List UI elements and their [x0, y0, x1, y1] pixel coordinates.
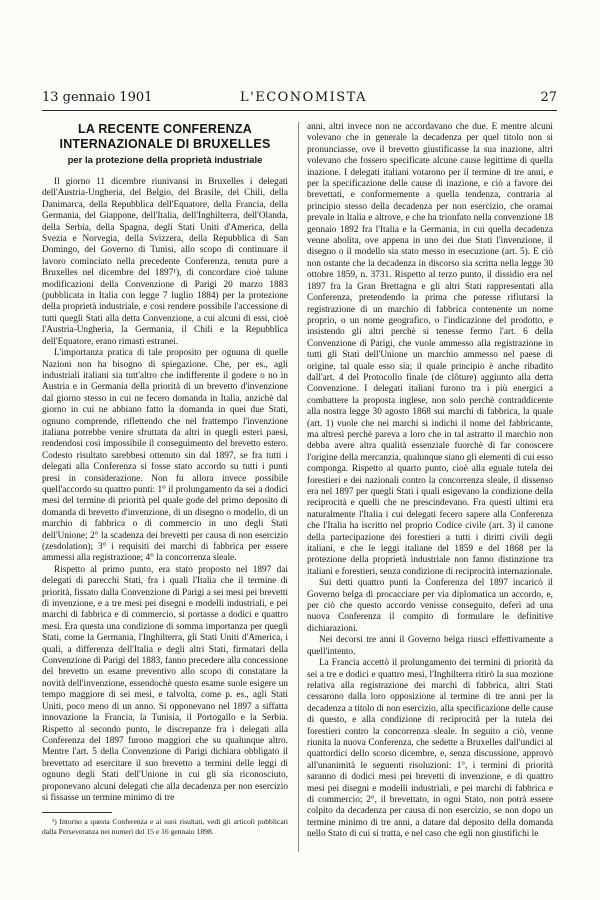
issue-date: 13 gennaio 1901 [42, 90, 153, 105]
paragraph: La Francia accettò il prolungamento dei termini di priorità da sei a tre e dodici e quattro mesi, l'Inghilterra ritirò la sua mozione relativa alla registrazione dei marchi di fabbrica, altri Stati cessarono dalla loro opposizione al termine di tre anni per la decadenza a titolo di non esercizio, alla specificazione delle cause di questo, e alla condizione di reciprocità per la tutela dei forestieri contro la concorrenza sleale. In seguito a ciò, venne riunita la nuova Conferenza, che sedette a Bruxelles dall'undici al quattordici dello scorso dicembre, e, senza discussione, approvò all'unanimità le seguenti risoluzioni: 1°, i termini di priorità saranno di dodici mesi pei brevetti di invenzione, e di quattro mesi pei disegni e modelli industriali, e pei marchi di fabbrica e di commercio; 2°, il brevettato, in ogni Stato, non potrà essere colpito da decadenza per causa di non esercizio, se non dopo un termine minimo di tre anni, a datare dal deposito della domanda nello Stato di cui si tratta, e nel caso che egli non giustifichi le [307, 658, 553, 840]
paragraph: anni, altri invece non ne accordavano che due. E mentre alcuni volevano che in generale la decadenza per quel titolo non si pronunciasse, ove il brevetto giustificasse la sua inazione, altri volevano che fossero specificate alcune cause legittime di quella inazione. I delegati italiani votarono per il termine di tre anni, e per la specificazione delle cause di inazione, e ciò a favore dei brevettati, e conformemente a quella tendenza, contraria al principio stesso della decadenza per non esercizio, che oramai prevale in Italia e altrove, e che ha trionfato nella convenzione 18 gennaio 1892 fra l'Italia e la Germania, in cui quella decadenza venne abolita, ove appena in uno dei due Stati l'invenzione, il disegno o il modello sia stato messo in esecuzione (art. 5). E ciò non ostante che la decadenza in discorso sia scritta nella legge 30 ottobre 1859, n. 3731. Rispetto al terzo punto, il dissidio era nel 1897 fra la Gran Brettagna e gli altri Stati rappresentati alla Conferenza, pretendendo la prima che potesse rifiutarsi la registrazione di un marchio di fabbrica contenente un nome proprio, o un nome geografico, o l'indicazione del prodotto, e insistendo gli altri perchè si tenesse fermo l'art. 6 della Convenzione di Parigi, che vuole ammesso alla registrazione in tutti gli Stati dell'Unione un marchio ammesso nel paese di origine, tal quale esso sia; il quale principio è anche ribadito dall'art. 4 del Protocollo finale (de clôture) aggiunto alla detta Convenzione. I delegati italiani furono tra i più energici a combattere la proposta inglese, non solo perchè contraddicente alla nostra legge 30 agosto 1868 sui marchi di fabbrica, la quale (art. 1) vuole che nei marchi si indichi il nome del fabbricante, ma altresì perchè pareva a loro che in tal astratto il marchio non debba avere altra qualità essenziale fuorchè di far conoscere l'origine della mercanzia, qualunque siano gli elementi di cui esso componga. Rispetto al quarto punto, cioè alla eguale tutela dei forestieri e dei nazionali contro la concorrenza sleale, il dissenso era nel 1897 per quegli Stati i quali esigevano la condizione della reciprocità e quelli che ne prescindevano. Fra questi ultimi era naturalmente l'Italia i cui delegati fecero sapere alla Conferenza che l'Italia ha iscritto nel proprio Codice civile (art. 3) il canone della partecipazione dei forestieri a tutti i diritti civili degli italiani, e che le leggi italiane del 1859 e del 1868 per la protezione della proprietà industriale non fanno distinzione tra italiani e forestieri, senza condizione di reciprocità internazionale. [307, 122, 553, 577]
journal-title: L'ECONOMISTA [240, 90, 368, 105]
article-title: LA RECENTE CONFERENZA INTERNAZIONALE DI BRUXELLES [59, 122, 271, 151]
header-rule [42, 110, 557, 111]
paragraph: L'importanza pratica di tale proposito per ognuna di quelle Nazioni non ha bisogno di spiegazione. Che, per es., agli industriali italiani sia tutt'altro che indifferente il godere o no in Austria e in Germania della priorità di un brevetto d'invenzione dal giorno stesso in cui ne fecero domanda in Italia, anzichè dal giorno in cui ne abbiano fatto la domanda in quei due Stati, ognuno comprende, riflettendo che nel frattempo l'invenzione italiana potrebbe venire sfruttata da altri in quegli esteri paesi, rendendosi così impossibile il conseguimento del brevetto estero. Codesto risultato sarebbesi ottenuto sin dal 1897, se fra tutti i delegati alla Conferenza si fosse stato accordo su tutti i punti presi in considerazione. Non fu allora invece possibile quell'accordo su quattro punti: 1° il prolungamento da sei a dodici mesi del termine di priorità pel quale gode del primo deposito di domanda di brevetto d'invenzione, di un disegno o modello, di un marchio di fabbrica o di commercio in uno degli Stati dell'Unione; 2° la scadenza dei brevetti per causa di non esercizio (zesdolation); 3° i requisiti dei marchi di fabbrica per essere ammessi alla registrazione; 4° la concorrenza sleale. [42, 348, 288, 564]
paragraph: Sui detti quattro punti la Conferenza del 1897 incaricò il Governo belga di procacciare per via diplomatica un accordo, e, per ciò che questo accordo venisse conseguito, deferì ad una nuova Conferenza il compito di formulare le definitive dichiarazioni. [307, 578, 553, 634]
paragraph: Il giorno 11 dicembre riunivansi in Bruxelles i delegati dell'Austria-Ungheria, del Belgio, del Brasile, del Chili, della Danimarca, della Repubblica dell'Equatore, della Francia, della Germania, del Giappone, dell'Italia, dell'Inghilterra, dell'Olanda, della Serbia, della Spagna, degli Stati Uniti d'America, della Svezia e Norvegia, della Svizzera, della Repubblica di San Domingo, del Governo di Tunisi, allo scopo di continuare il lavoro cominciato nella precedente Conferenza, tenuta pure a Bruxelles nel dicembre del 1897¹), di concordare cioè talune modificazioni della Convenzione di Parigi 20 marzo 1883 (pubblicata in Italia con legge 7 luglio 1884) per la protezione della proprietà industriale, e così rendere possibile l'accessione di tutti quegli Stati alla detta Convenzione, a cui alcuni di essi, cioè l'Austria-Ungheria, la Germania, il Chili e la Repubblica dell'Equatore, erano rimasti estranei. [42, 177, 288, 347]
footnote-rule [42, 812, 112, 813]
paragraph: Rispetto al primo punto, era stato proposto nel 1897 dai delegati di parecchi Stati, fra i quali l'Italia che il termine di priorità, fissato dalla Convenzione di Parigi a sei mesi pei brevetti di invenzione, e a tre mesi pei disegni e modelli industriali, e pei marchi di fabbrica e di commercio, si portasse a dodici e quattro mesi. Era questa una condizione di somma importanza per quegli Stati, come la Germania, l'Inghilterra, gli Stati Uniti d'America, i quali, a differenza dell'Italia e degli altri Stati, firmatari della Convenzione di Parigi del 1883, fanno precedere alla concessione del brevetto un esame preventivo allo scopo di constatare la novità dell'invenzione, essendochè questo esame suole esigere un tempo maggiore di sei mesi, e talvolta, come p. es., agli Stati Uniti, poco meno di un anno. Si opponevano nel 1897 a siffatta innovazione la Francia, la Tunisia, il Portogallo e la Serbia. Rispetto al secondo punto, le discrepanze fra i delegati alla Conferenza del 1897 furono maggiori che su qualunque altro. Mentre l'art. 5 della Convenzione di Parigi dichiara obbligato il brevettato ad esercitare il suo brevetto a termini delle leggi di ognuno degli Stati dell'Unione in cui gli sia riconosciuto, proponevano alcuni delegati che alla decadenza per non esercizio si fissasse un termine minimo di tre [42, 564, 288, 803]
column-divider [298, 122, 299, 852]
left-column [42, 122, 288, 836]
journal-page [42, 88, 582, 878]
article-subtitle: per la protezione della proprietà industriale [67, 155, 263, 166]
footnote: ¹) Intorno a questa Conferenza e ai suoi risultati, vedi gli articoli pubblicati dalla Perseveranza nei numeri del 15 e 16 gennaio 1898. [42, 817, 288, 836]
page-number: 27 [540, 90, 557, 105]
paragraph: Nei decorsi tre anni il Governo belga riuscì effettivamente a quell'intento. [307, 635, 553, 657]
running-head [42, 88, 557, 108]
right-column [307, 122, 553, 841]
